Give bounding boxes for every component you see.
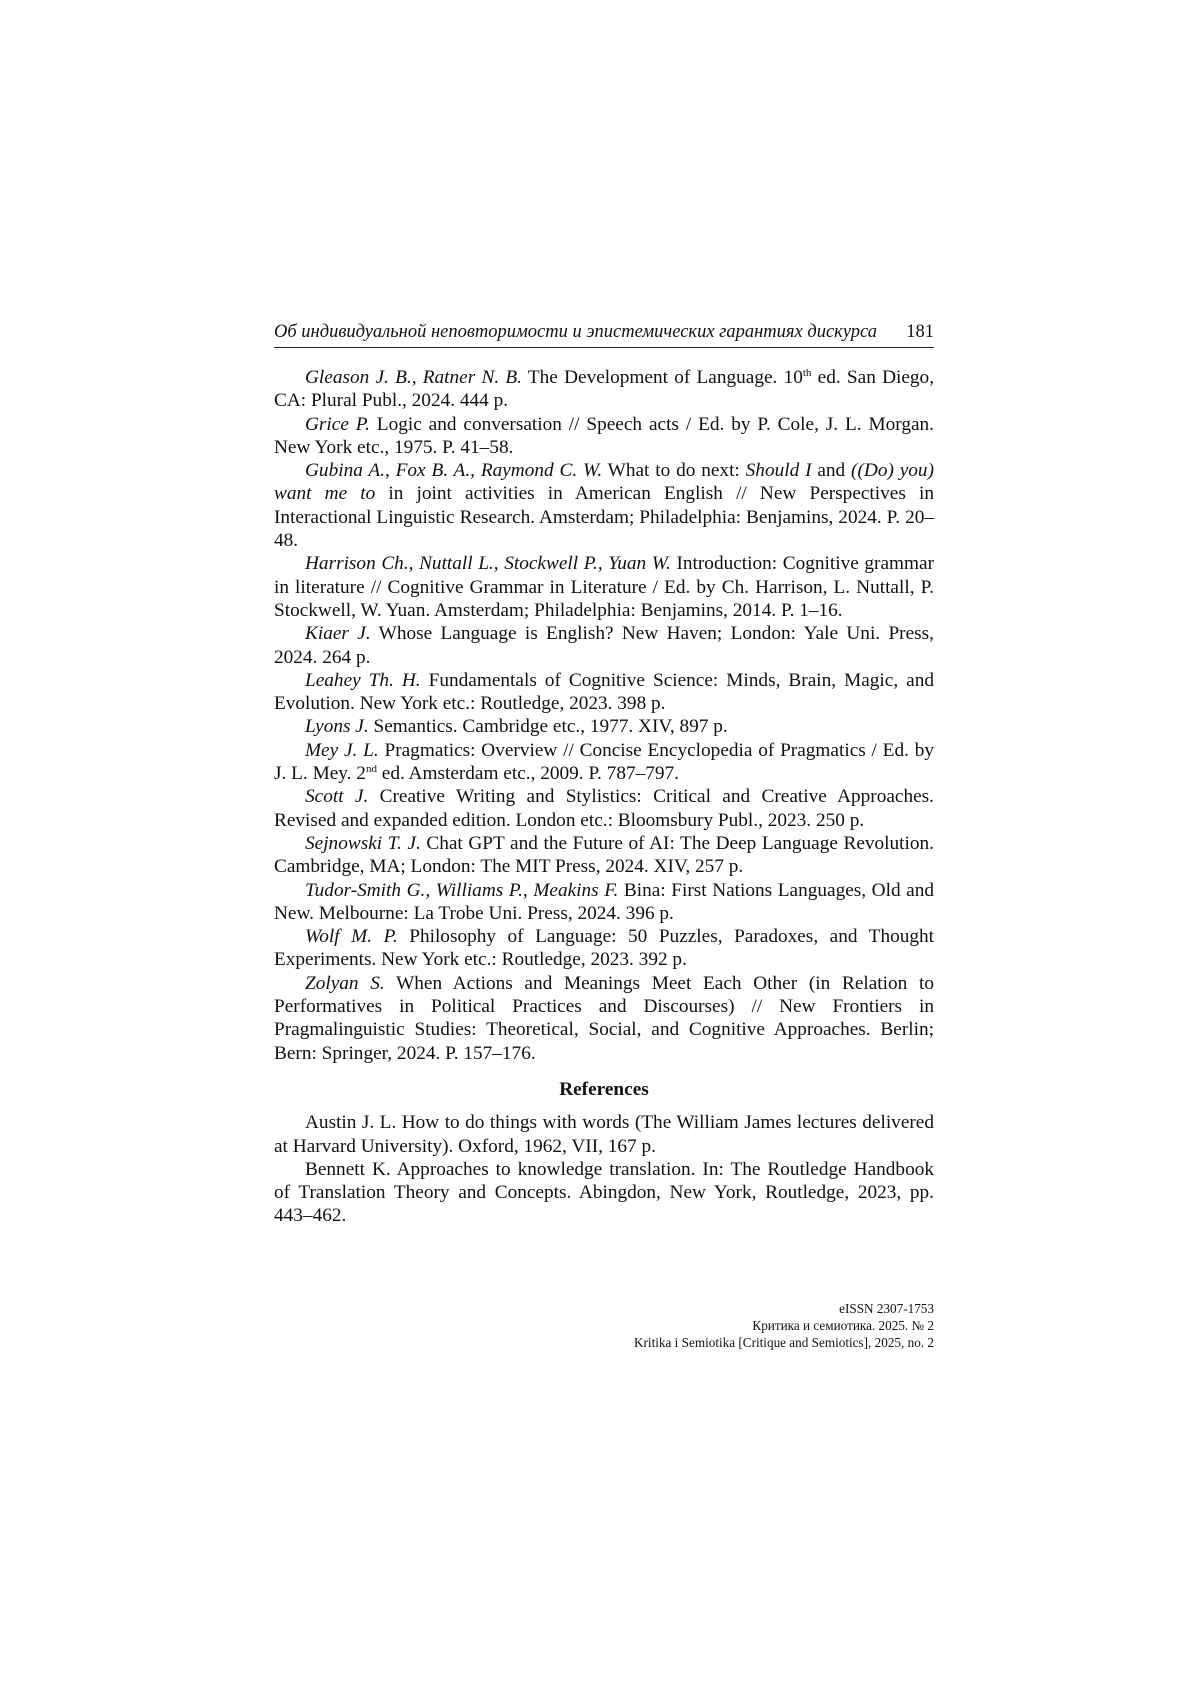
entry-author: Gubina A., Fox B. A., Raymond C. W. [305,460,603,482]
entry-author: Grice P. [305,413,370,435]
bibliography-entry [274,413,934,460]
references-heading: References [559,1078,649,1100]
running-title: Об индивидуальной неповторимости и эпистемических гарантиях дискурса [274,322,878,342]
bibliography-entry [274,669,934,716]
entry-author: Gleason J. B., Ratner N. B. [305,367,522,388]
bibliography-entry [274,366,934,413]
bibliography-entry [274,879,934,926]
entry-author: Scott J. [305,786,369,808]
entry-text: Philosophy of Language: 50 Puzzles, Paradoxes, and Thought Experiments. New York etc.: Routledge, 2023. 392 p. [274,926,935,971]
footer-eissn: eISSN 2307-1753 [839,1301,934,1316]
bibliography-entry [274,925,934,972]
bibliography-entry [274,459,934,552]
entry-text: and [811,460,852,482]
entry-text: Chat GPT and the Future of AI: The Deep Language Revolution. Cambridge, MA; London: The MIT Press, 2024. XIV, 257 p. [274,832,934,878]
journal-footer [560,1300,934,1351]
bibliography-entry [274,972,934,1065]
entry-text: Creative Writing and Stylistics: Critical and Creative Approaches. Revised and expanded edition. London etc.: Bloomsbury Publ., 2023. 250 p. [274,786,934,831]
entry-superscript: nd [365,763,377,776]
entry-author: Harrison Ch., Nuttall L., Stockwell P., Yuan W. [305,553,671,575]
entry-author: Mey J. L. [305,739,379,761]
bibliography-entry [274,715,934,738]
bibliography-entry [274,785,934,832]
entry-superscript: th [802,367,812,379]
entry-text: Logic and conversation // Speech acts / Ed. by P. Cole, J. L. Morgan. New York etc., 1975. P. 41–58. [274,413,934,458]
entry-text: ed. San Diego, CA: Plural Publ., 2024. 444 p. [274,367,935,412]
running-header [274,322,934,348]
entry-italic-phrase: ((Do) you) want me to [274,460,934,505]
entry-author: Lyons J. [305,716,369,738]
footer-journal-en: Kritika i Semiotika [Critique and Semiotics], 2025, no. 2 [634,1335,934,1350]
entry-author: Tudor-Smith G., Williams P., Meakins F. [305,879,619,901]
bibliography-section [274,366,934,1228]
entry-text: Bina: First Nations Languages, Old and New. Melbourne: La Trobe Uni. Press, 2024. 396 p. [274,879,935,924]
reference-entry: Austin J. L. How to do things with words (The William James lectures delivered at Harvard University). Oxford, 1962, VII, 167 p. [274,1112,934,1157]
entry-text: The Development of Language. 10 [522,367,803,388]
footer-journal-ru: Критика и семиотика. 2025. № 2 [752,1318,934,1333]
entry-text: Pragmatics: Overview // Concise Encyclopedia of Pragmatics / Ed. by J. L. Mey. 2 [274,739,934,785]
page-number: 181 [906,322,934,342]
entry-text: When Actions and Meanings Meet Each Other (in Relation to Performatives in Political Practices and Discourses) // New Frontiers in Pragmalinguistic Studies: Theoretical, Social, and Cognitive Approaches. Berlin; Bern: Springer, 2024. P. 157–176. [274,972,934,1064]
entry-text: Semantics. Cambridge etc., 1977. XIV, 897 p. [368,716,728,738]
entry-text: What to do next: [602,460,746,482]
entry-author: Zolyan S. [305,972,385,994]
reference-entry: Bennett K. Approaches to knowledge translation. In: The Routledge Handbook of Translation Theory and Concepts. Abingdon, New York, Routledge, 2023, pp. 443–462. [274,1158,934,1227]
entry-author: Leahey Th. H. [305,669,421,691]
entry-text: Introduction: Cognitive grammar in literature // Cognitive Grammar in Literature / Ed. by Ch. Harrison, L. Nuttall, P. Stockwell, W. Yuan. Amsterdam; Philadelphia: Benjamins, 2014. P. 1–16. [274,553,934,621]
entry-author: Kiaer J. [305,623,371,645]
entry-text: in joint activities in American English // New Perspectives in Interactional Linguistic Research. Amsterdam; Philadelphia: Benjamins, 2024. P. 20–48. [274,483,934,552]
bibliography-entry [274,739,934,786]
entry-text: ed. Amsterdam etc., 2009. P. 787–797. [376,763,679,785]
bibliography-entry [274,622,934,669]
entry-author: Sejnowski T. J. [305,832,421,854]
entry-text: Fundamentals of Cognitive Science: Minds, Brain, Magic, and Evolution. New York etc.: Routledge, 2023. 398 p. [274,669,935,715]
entry-italic-phrase: Should I [745,460,812,482]
bibliography-entry [274,832,934,879]
entry-author: Wolf M. P. [305,926,398,948]
entry-text: Whose Language is English? New Haven; London: Yale Uni. Press, 2024. 264 p. [274,623,934,668]
bibliography-entry [274,552,934,622]
